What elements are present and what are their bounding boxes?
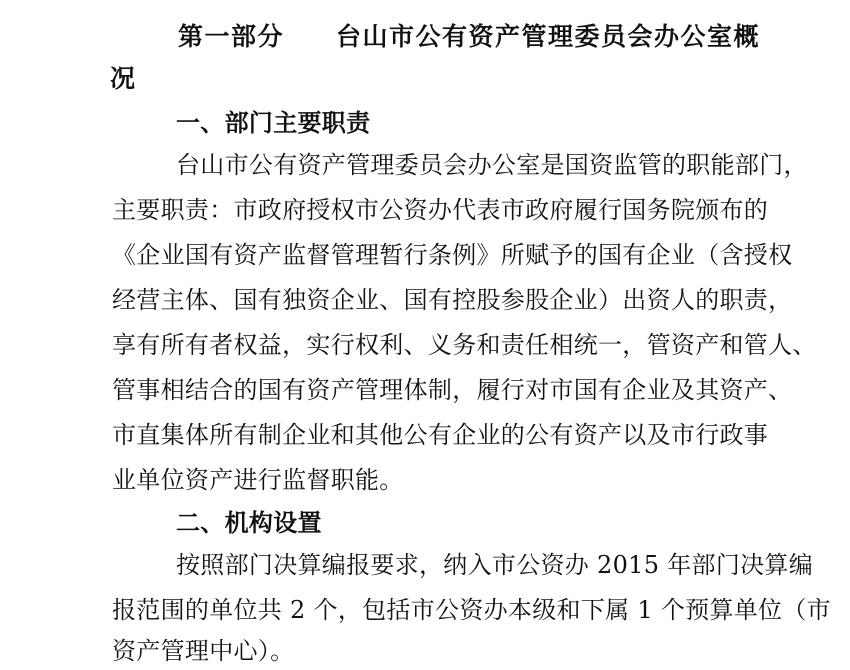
section2-line: 资产管理中心）。 xyxy=(112,637,295,665)
section2-heading: 二、机构设置 xyxy=(176,509,322,537)
section1-line: 享有所有者权益，实行权利、义务和责任相统一，管资产和管人、 xyxy=(112,331,817,359)
section1-line: 市直集体所有制企业和其他公有企业的公有资产以及市行政事 xyxy=(112,421,769,449)
section1-line: 业单位资产进行监督职能。 xyxy=(112,466,404,494)
title-name-line1: 台山市公有资产管理委员会办公室概 xyxy=(336,22,761,51)
document-title-line2: 况 xyxy=(110,64,137,93)
section2-line: 按照部门决算编报要求，纳入市公资办 2015 年部门决算编 xyxy=(176,551,814,579)
section2-line: 报范围的单位共 2 个，包括市公资办本级和下属 1 个预算单位（市 xyxy=(112,596,831,624)
title-part-label: 第一部分 xyxy=(178,22,285,51)
document-title-line1 xyxy=(178,22,760,52)
section1-heading: 一、部门主要职责 xyxy=(176,109,371,137)
section1-line: 经营主体、国有独资企业、国有控股参股企业）出资人的职责， xyxy=(112,286,793,314)
section1-line: 台山市公有资产管理委员会办公室是国资监管的职能部门， xyxy=(176,151,808,179)
section1-line: 《企业国有资产监督管理暂行条例》所赋予的国有企业（含授权 xyxy=(112,241,793,269)
section1-line: 管事相结合的国有资产管理体制，履行对市国有企业及其资产、 xyxy=(112,376,793,404)
section1-line: 主要职责：市政府授权市公资办代表市政府履行国务院颁布的 xyxy=(112,196,769,224)
